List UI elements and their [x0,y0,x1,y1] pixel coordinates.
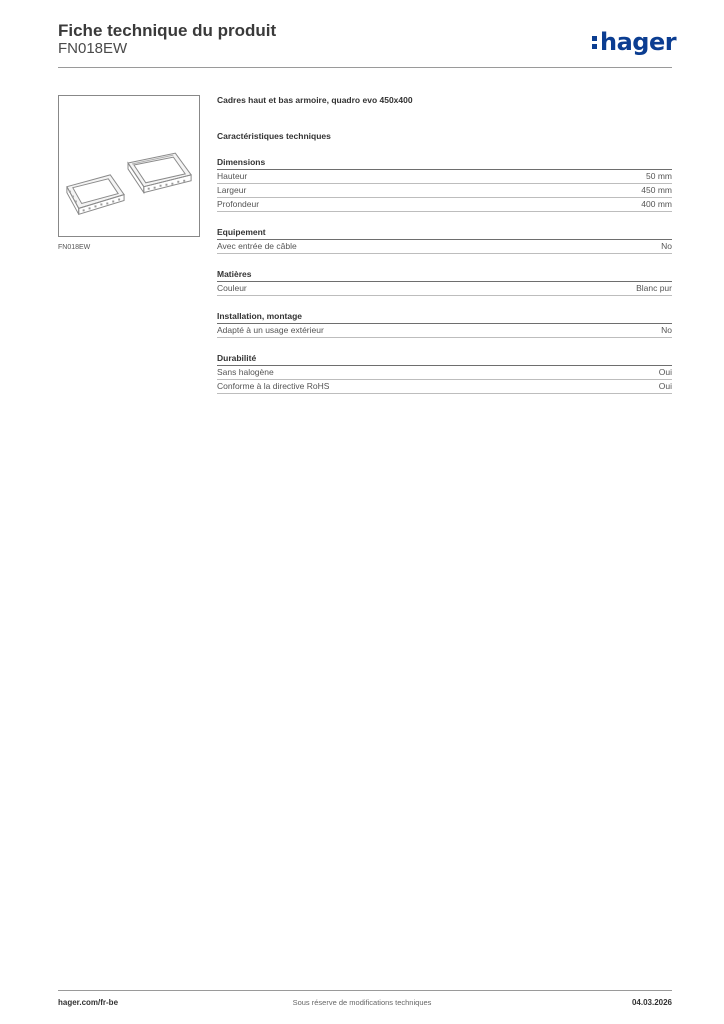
hager-logo [592,28,676,56]
logo-dots-icon [592,33,597,52]
spec-row [217,170,672,184]
image-caption: FN018EW [58,244,91,251]
spec-value: No [661,325,672,335]
spec-row [217,380,672,394]
page-title: Fiche technique du produit [58,21,277,40]
product-frames-illustration [59,96,199,236]
product-image [58,95,200,237]
group-title: Installation, montage [217,310,672,324]
spec-row [217,184,672,198]
group-matieres [217,268,672,296]
product-details [217,95,672,394]
spec-label: Couleur [217,283,247,293]
product-code: FN018EW [58,40,128,57]
group-equipement [217,226,672,254]
spec-label: Sans halogène [217,367,274,377]
bottom-frame-drawing [67,175,124,214]
spec-label: Conforme à la directive RoHS [217,381,330,391]
spec-label: Avec entrée de câble [217,241,297,251]
footer-divider [58,990,672,991]
logo-text: hager [600,28,677,56]
footer-disclaimer: Sous réserve de modifications techniques [292,998,432,1007]
spec-row [217,366,672,380]
spec-value: 400 mm [641,199,672,209]
group-title: Durabilité [217,352,672,366]
group-dimensions [217,156,672,212]
footer-website-link[interactable]: hager.com/fr-be [58,998,119,1007]
group-title: Dimensions [217,156,672,170]
spec-value: 450 mm [641,185,672,195]
footer-date: 04.03.2026 [631,998,672,1007]
group-installation [217,310,672,338]
group-title: Matières [217,268,672,282]
spec-value: Oui [658,381,672,391]
product-title: Cadres haut et bas armoire, quadro evo 450x400 [217,95,413,105]
spec-row [217,324,672,338]
group-durabilite [217,352,672,394]
spec-label: Hauteur [217,171,248,181]
spec-row [217,198,672,212]
spec-label: Profondeur [217,199,260,209]
spec-row [217,240,672,254]
spec-label: Adapté à un usage extérieur [217,325,324,335]
spec-value: No [661,241,672,251]
spec-value: 50 mm [646,171,672,181]
spec-value: Blanc pur [636,283,672,293]
spec-row [217,282,672,296]
header-divider [58,67,672,68]
spec-value: Oui [658,367,672,377]
section-title: Caractéristiques techniques [217,131,331,141]
spec-label: Largeur [217,185,247,195]
group-title: Equipement [217,226,672,240]
